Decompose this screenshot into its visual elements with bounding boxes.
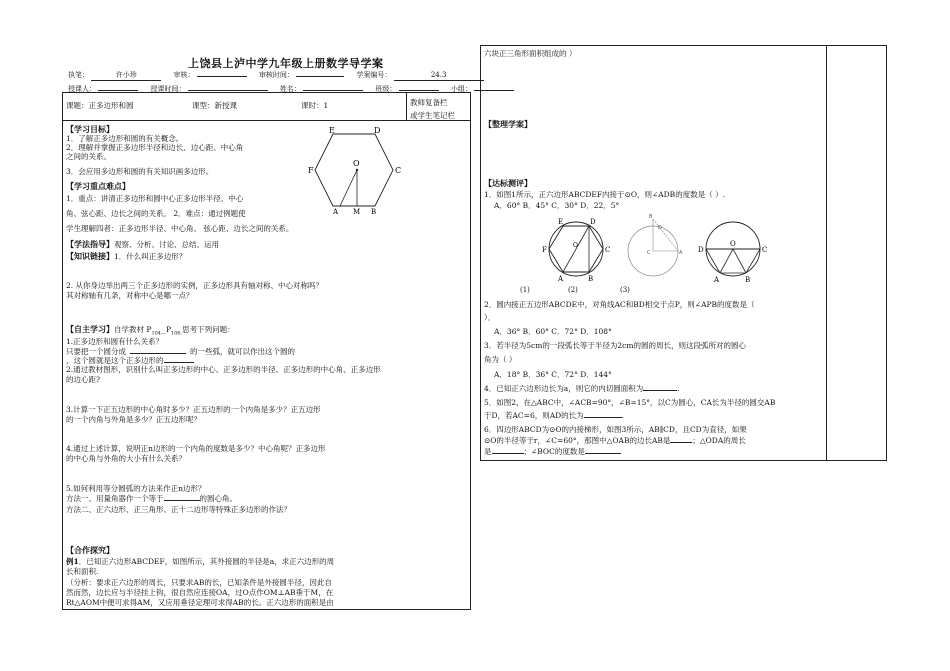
teach-time-label: 授课时间： [150,85,186,93]
test-q3-options: A．18° B．36° C．72° D．144° [494,370,612,379]
example-text: 长和面积. [66,567,99,576]
hexagon-figure [305,124,405,214]
self-study-intro-end: 思考下列问题： [182,325,235,334]
key-points-heading: 【学习重点难点】 [66,181,130,191]
self-study-q4: 的中心角与外角的大小有什么关系？ [66,454,186,463]
figure-1 [542,218,610,283]
q4-blank[interactable] [643,390,677,391]
cooperate-heading: 【合作探究】 [66,545,114,555]
q6-blank-1[interactable] [670,442,692,443]
test-q5-row: 于D，若AC=6，则AD的长为 . [484,411,625,420]
class-blank [399,90,439,91]
example-text: Rt△AOM中便可求得AM，又应用垂径定理可求得AB的长。正六边形的面积是由 [66,598,334,607]
radius-oa [340,170,357,206]
knowledge-q2: 其对称轴有几条，对称中心是哪一点？ [66,291,194,300]
teacher-blank [98,90,138,91]
reviewer-blank [197,76,247,77]
info-hours: 课时：1 [301,101,329,110]
fig2-label-c: C [647,250,651,256]
test-q6-e: ；∠BOC的度数是 [523,447,585,456]
page-p: P [165,325,172,334]
self-study-intro: 自学教材 P [114,325,152,334]
test-q1-options: A．60° B．45° C．30° D．22．5° [494,201,620,210]
example-label: 例1 [66,557,79,566]
test-q4: 4．已知正六边形边长为a，则它的内切圆面积为 [484,384,644,393]
right-col-divider [826,45,827,461]
class-label: 班级： [375,85,397,93]
example-text: ．已知正六边形ABCDEF，如图所示，其外接圆的半径是a，求正六边形的周 [78,557,335,566]
method-heading: 【学法指导】 [66,239,114,249]
name-label: 姓名： [279,85,301,93]
figure-2 [628,214,683,276]
test-q2-end: ）． [484,313,496,322]
fig2-ab [653,219,678,251]
teacher-label: 授课人： [68,85,96,93]
page-end: 106. [171,330,183,337]
knowledge-row [66,252,186,262]
self-study-q2: 的边心距? [66,375,101,384]
teach-time-blank [188,90,268,91]
test-q6-d: 是 [484,447,492,456]
label-b: B [371,208,377,216]
example-text: （分析：要求正六边形的周长，只要求AB的长，已知条件是外接圆半径，因此自 [66,578,332,587]
writer-value: 许小珍 [91,71,161,81]
goal-item: 1．了解正多边形和圆的有关概念。 [66,134,184,143]
q1-part-a: 只要把一个圆分成 [66,347,126,356]
fig1-label-a: A [558,275,564,283]
label-d: D [374,126,381,135]
q5-blank[interactable] [164,500,200,501]
self-study-q1: 1.正多边形和圆有什么关系？ [66,337,164,346]
label-f: F [308,166,314,175]
fig2-label-b: B [649,214,653,220]
test-q5: 5．如图2，在△ABC中，∠ACB=90°，∠B=15°，以C为圆心，CA长为半径的圆交AB [484,398,776,407]
fig3-label-a: A [714,276,720,284]
goal-item: 3．会应用多边形和圆的有关知识画多边形。 [66,167,214,176]
fig3-label-o: O [730,240,736,248]
fig1-diag-ad [563,226,589,272]
label-o: O [353,159,360,168]
goal-item: 之间的关系。 [66,152,111,161]
writer-label: 执笔： [68,71,89,79]
q5-part-b: 的圆心角。 [199,494,237,503]
method-text: 观察、分析、讨论、总结、运用 [114,240,219,249]
fig3-label-b: B [745,276,751,284]
name-blank [303,90,363,91]
case-no-value: 24.3 [394,71,484,81]
self-study-q5: 方法二、正六边形、正三角形、正十二边形等特殊正多边形的作法？ [66,505,291,514]
info-col-divider [406,92,407,121]
figure-caption-2: (2) [568,286,578,294]
key-point-line: 学生理解四者：正多边形半径、中心角、 弦心距、边长之间的关系。 [66,224,294,233]
test-figures [542,211,798,291]
test-q6-c: ；△ODA的周长 [692,436,746,445]
fig1-label-o: O [573,242,578,249]
fig3-da [706,249,720,273]
info-type: 课型：新授课 [192,101,237,110]
fig3-label-c: C [762,246,768,254]
q6-blank-2[interactable] [492,453,524,454]
teacher-column-label: 教师复备栏 [410,98,448,107]
knowledge-q2: 2. 从你身边举出两三个正多边形的实例，正多边形具有轴对称、中心对称吗？ [66,281,324,290]
q1-blank-1[interactable] [130,353,186,354]
center-point [356,169,358,171]
self-study-q5-line2 [66,494,237,504]
self-study-q3: 3.计算一下正五边形的中心角时多少？正五边形的一个内角是多少？正五边形 [66,405,321,414]
label-e: E [329,126,335,135]
student-column-label: 或学生笔记栏 [410,111,455,120]
test-q6-b: ⊙O的半径等于r，∠C=60°，那图中△OAB的边长AB是 [484,436,671,445]
case-no-label: 学案编号： [356,71,392,79]
q1-part-b: 的一些弧，就可以作出这个圆的 [190,347,295,356]
goals-heading: 【学习目标】 [66,124,114,134]
q1-blank-2[interactable] [164,362,194,363]
fig3-oa [720,249,733,273]
test-q1: 1．如图1所示，正六边形ABCDEF内接于⊙O，则∠ADB的度数是（ ）. [484,190,725,199]
q1-part-c: ，这个圆就是这个正多边形的 [66,356,164,365]
self-study-q4: 4.通过上述计算，说明正n边形的一个内角的度数是多少？中心角呢？正多边形 [66,444,326,453]
test-q3: 3．若半径为5cm的一段弧长等于半径为2cm的圆的周长，则这段弧所对的圆心 [484,341,746,350]
key-point-line: 角、弦心距、边长之间的关系。 2．难点：通过例题使 [66,209,246,218]
fig3-ob [733,249,746,273]
hexagon-shape [315,134,393,206]
fig2-label-a: A [679,250,683,256]
test-q5-end: 于D，若AC=6，则AD的长为 [484,411,584,420]
label-c: C [395,166,402,175]
test-q6: 6．四边形ABCD为⊙O的内接梯形，如图3所示，AB∥CD，且CD为直径，如果 [484,425,747,434]
test-q6-row-2 [484,447,621,457]
self-study-q3: 的一个内角与外角是多少？正五边形呢？ [66,415,201,424]
test-q6-row [484,436,746,446]
figure-caption-1: (1) [520,286,530,294]
key-point-line: 1．重点：讲清正多边形和圆中心正多边形半径、中心 [66,194,244,203]
example-text: 然而然，边长应与半径挂上钩，很自然应连接OA，过O点作OM⊥AB垂于M，在 [66,588,334,597]
writer-row [68,71,484,81]
continued-text: 六块正三角形面积组成的 ） [484,49,577,58]
review-date-blank [296,76,344,77]
fig1-label-e: E [558,218,564,226]
test-q3-end: 角为（ ） [484,355,517,364]
test-q4-row: 4．已知正六边形边长为a，则它的内切圆面积为 . [484,384,680,393]
method-row [66,240,219,250]
q5-answer-blank[interactable] [584,417,622,418]
page-start: 104— [151,330,166,337]
test-q2-options: A．36° B．60° C．72° D．108° [494,327,612,336]
fig1-label-d: D [590,218,596,226]
self-study-q2: 2.通过教材图形，识别什么叫正多边形的中心、正多边形的半径、正多边形的中心角、正多边形 [66,365,381,374]
self-study-heading: 【自主学习】 [66,324,114,334]
info-topic: 课题：正多边形和圆 [66,101,134,110]
label-m: M [353,208,361,216]
group-label: 小组： [450,85,472,93]
q5-part-a: 方法一、用量角器作一个等于 [66,494,164,503]
figure-caption-3: (3) [620,286,630,294]
test-q2: 2．圆内接正五边形ABCDE中，对角线AC和BD相交于点P，则∠APB的度数是（ [484,300,755,309]
self-study-q5: 5.如何利用等分圆弧的方法来作正n边形？ [66,484,206,493]
reviewer-label: 审核： [173,71,195,79]
organize-heading: 【整理学案】 [484,119,532,129]
fig3-cb [746,249,760,273]
figure-3 [698,222,767,284]
goal-item: 2．理解并掌握正多边形半径和边长、边心距、中心角 [66,143,244,152]
review-date-label: 审核时间： [258,71,294,79]
page-title: 上饶县上泸中学九年级上册数学导学案 [188,57,384,70]
fig3-label-d: D [698,246,704,254]
q6-blank-3[interactable] [585,453,621,454]
fig1-label-f: F [542,246,547,254]
test-heading: 【达标测评】 [484,178,532,188]
knowledge-q1: 1．什么叫正多边形？ [114,252,187,261]
fig2-label-d: D [658,225,662,231]
knowledge-heading: 【知识链接】 [66,251,114,261]
fig1-label-c: C [605,246,611,254]
fig1-label-b: B [588,275,594,283]
example-line [66,557,334,567]
label-a: A [333,208,339,216]
